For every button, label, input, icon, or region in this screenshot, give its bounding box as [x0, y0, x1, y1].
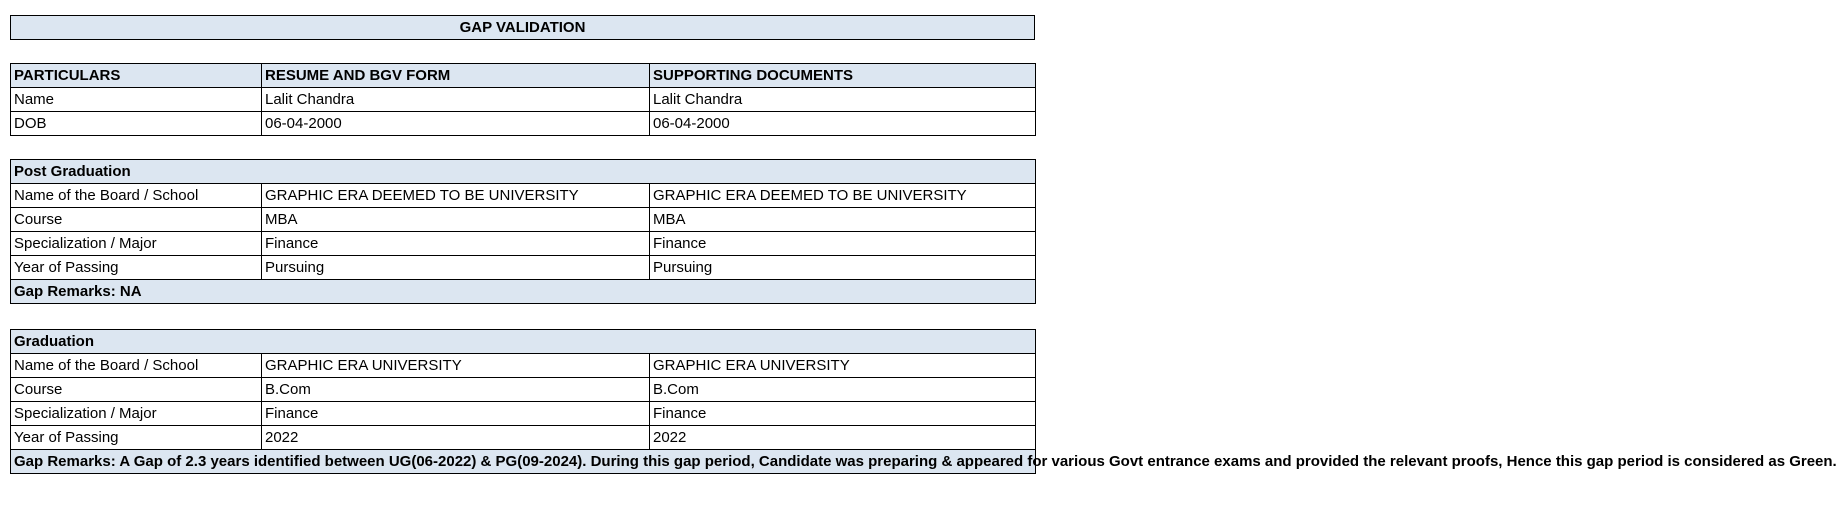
graduation-section [10, 329, 1837, 474]
header-row [11, 64, 1036, 88]
supporting-value: B.Com [650, 378, 1036, 402]
supporting-value: Finance [650, 402, 1036, 426]
gap-remarks: Gap Remarks: A Gap of 2.3 years identified between UG(06-2022) & PG(09-2024). During this gap period, Candidate was preparing & appeared for various Govt entrance exams and provided the relevant proofs, Hence this gap period is considered as Green. [11, 450, 1036, 474]
table-row [11, 256, 1036, 280]
section-heading: Graduation [11, 330, 1036, 354]
gap-remarks-row [11, 450, 1036, 474]
graduation-table [10, 329, 1837, 474]
resume-value: 2022 [262, 426, 650, 450]
table-row [11, 378, 1036, 402]
row-label: Course [11, 378, 262, 402]
post-graduation-section [10, 159, 1035, 304]
table-row [11, 112, 1036, 136]
page-title: GAP VALIDATION [10, 15, 1035, 40]
resume-header: RESUME AND BGV FORM [262, 64, 650, 88]
resume-value: Finance [262, 402, 650, 426]
row-label: Year of Passing [11, 426, 262, 450]
particulars-header: PARTICULARS [11, 64, 262, 88]
gap-remarks-row [11, 280, 1036, 304]
table-row [11, 88, 1036, 112]
resume-value: GRAPHIC ERA DEEMED TO BE UNIVERSITY [262, 184, 650, 208]
resume-value: MBA [262, 208, 650, 232]
row-label: Name [11, 88, 262, 112]
gap-remarks: Gap Remarks: NA [11, 280, 1036, 304]
row-label: Year of Passing [11, 256, 262, 280]
table-row [11, 354, 1036, 378]
row-label: Course [11, 208, 262, 232]
table-row [11, 426, 1036, 450]
table-row [11, 232, 1036, 256]
supporting-value: GRAPHIC ERA DEEMED TO BE UNIVERSITY [650, 184, 1036, 208]
resume-value: Pursuing [262, 256, 650, 280]
section-heading-row [11, 330, 1036, 354]
personal-details-table [10, 63, 1036, 136]
supporting-value: Finance [650, 232, 1036, 256]
resume-value: Lalit Chandra [262, 88, 650, 112]
resume-value: Finance [262, 232, 650, 256]
personal-details-section [10, 63, 1035, 136]
section-heading-row [11, 160, 1036, 184]
supporting-value: Pursuing [650, 256, 1036, 280]
row-label: Name of the Board / School [11, 184, 262, 208]
row-label: Name of the Board / School [11, 354, 262, 378]
table-row [11, 184, 1036, 208]
resume-value: 06-04-2000 [262, 112, 650, 136]
supporting-header: SUPPORTING DOCUMENTS [650, 64, 1036, 88]
table-row [11, 402, 1036, 426]
supporting-value: 2022 [650, 426, 1036, 450]
row-label: Specialization / Major [11, 232, 262, 256]
row-label: DOB [11, 112, 262, 136]
supporting-value: Lalit Chandra [650, 88, 1036, 112]
section-heading: Post Graduation [11, 160, 1036, 184]
post-graduation-table [10, 159, 1036, 304]
supporting-value: 06-04-2000 [650, 112, 1036, 136]
resume-value: B.Com [262, 378, 650, 402]
row-label: Specialization / Major [11, 402, 262, 426]
supporting-value: GRAPHIC ERA UNIVERSITY [650, 354, 1036, 378]
supporting-value: MBA [650, 208, 1036, 232]
resume-value: GRAPHIC ERA UNIVERSITY [262, 354, 650, 378]
table-row [11, 208, 1036, 232]
